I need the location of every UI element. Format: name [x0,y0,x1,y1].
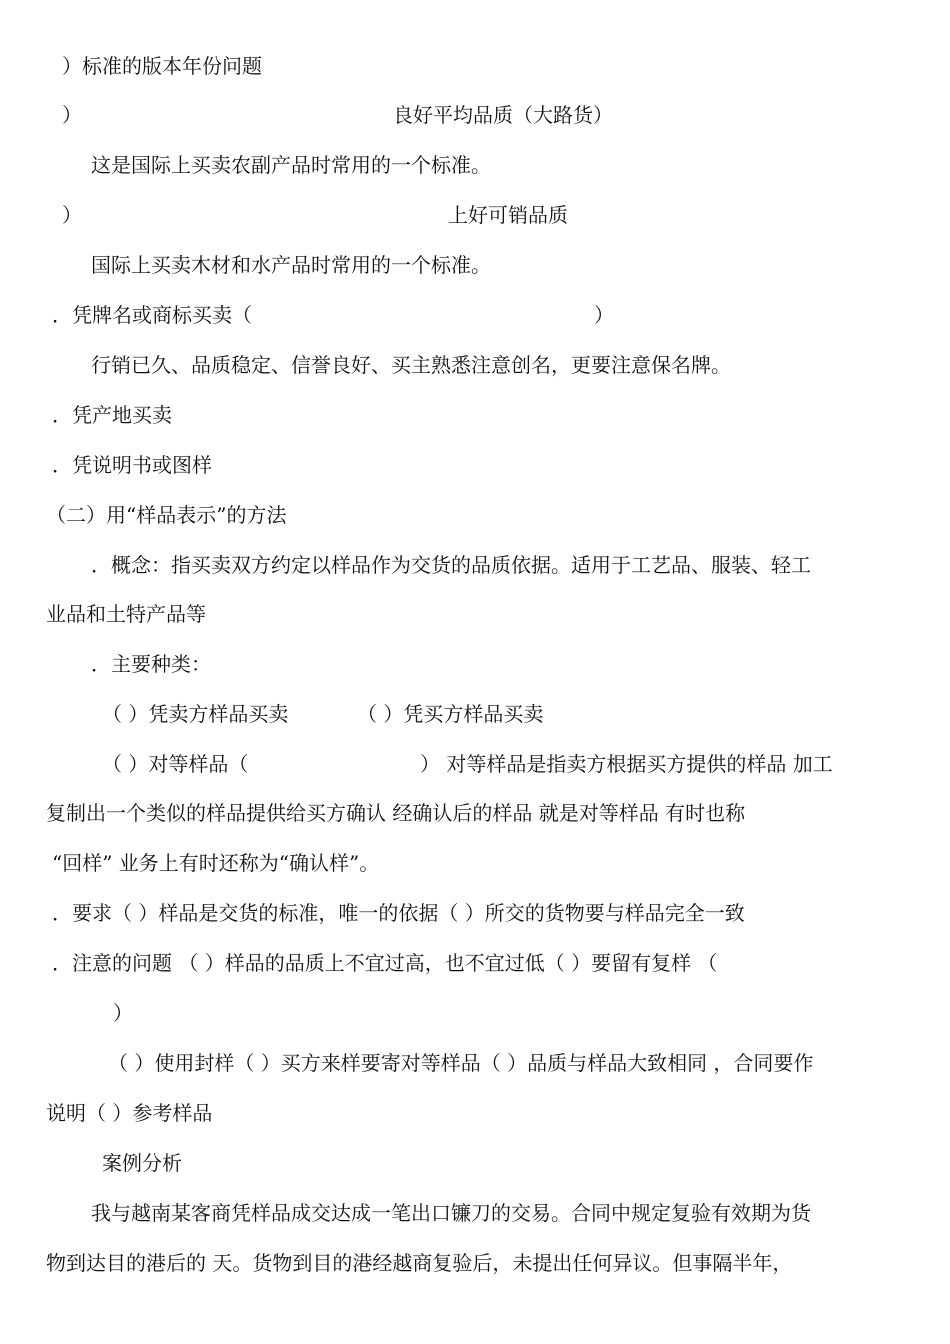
line-faq-title: 良好平均品质（大路货） [393,103,613,127]
line-counter-sample-desc: ） 对等样品是指卖方根据买方提供的样品 加工 [420,752,833,776]
line-case-2: 物到达目的港后的 天。货物到目的港经越商复验后，未提出任何异议。但事隔半年， [46,1251,793,1275]
line-origin: ．凭产地买卖 [52,403,172,427]
line-counter-sample-label: （ ）对等样品（ [102,752,249,776]
line-buyer-sample: （ ）凭买方样品买卖 [357,702,544,726]
section-heading-sample: （二）用“样品表示”的方法 [46,503,287,527]
section-heading-case: 案例分析 [102,1151,182,1175]
line-case-1: 我与越南某客商凭样品成交达成一笔出口镰刀的交易。合同中规定复验有效期为货 [91,1201,811,1225]
line-brand-close: ） [594,303,614,327]
line-gmq-title: 上好可销品质 [448,203,568,227]
line-counter-cont: 复制出一个类似的样品提供给买方确认 经确认后的样品 就是对等样品 有时也称 [46,801,746,825]
line-faq-desc: 这是国际上买卖农副产品时常用的一个标准。 [91,153,491,177]
line-notes-close: ） [113,1001,133,1025]
line-standard-version: ）标准的版本年份问题 [62,54,262,78]
line-sealed-sample: （ ）使用封样（ ）买方来样要寄对等样品（ ）品质与样品大致相同 ，合同要作 [108,1051,814,1075]
line-spec: ．凭说明书或图样 [52,453,212,477]
line-faq-marker: ） [62,103,82,127]
line-concept: ．概念：指买卖双方约定以样品作为交货的品质依据。适用于工艺品、服装、轻工 [91,553,811,577]
line-gmq-desc: 国际上买卖木材和水产品时常用的一个标准。 [91,253,491,277]
line-brand-desc: 行销已久、品质稳定、信誉良好、买主熟悉注意创名，更要注意保名牌。 [91,353,731,377]
line-notes: ．注意的问题 （ ）样品的品质上不宜过高，也不宜过低（ ）要留有复样 （ [52,951,718,975]
line-requirements: ．要求（ ）样品是交货的标准，唯一的依据（ ）所交的货物要与样品完全一致 [52,901,745,925]
line-brand-label: ．凭牌名或商标买卖（ [52,303,252,327]
line-counter-alias: “回样” 业务上有时还称为“确认样”。 [52,851,380,875]
line-seller-sample: （ ）凭卖方样品买卖 [102,702,289,726]
line-concept-cont: 业品和土特产品等 [46,602,206,626]
line-reference-sample: 说明（ ）参考样品 [46,1101,213,1125]
line-gmq-marker: ） [62,203,82,227]
line-main-types: ．主要种类： [91,652,211,676]
